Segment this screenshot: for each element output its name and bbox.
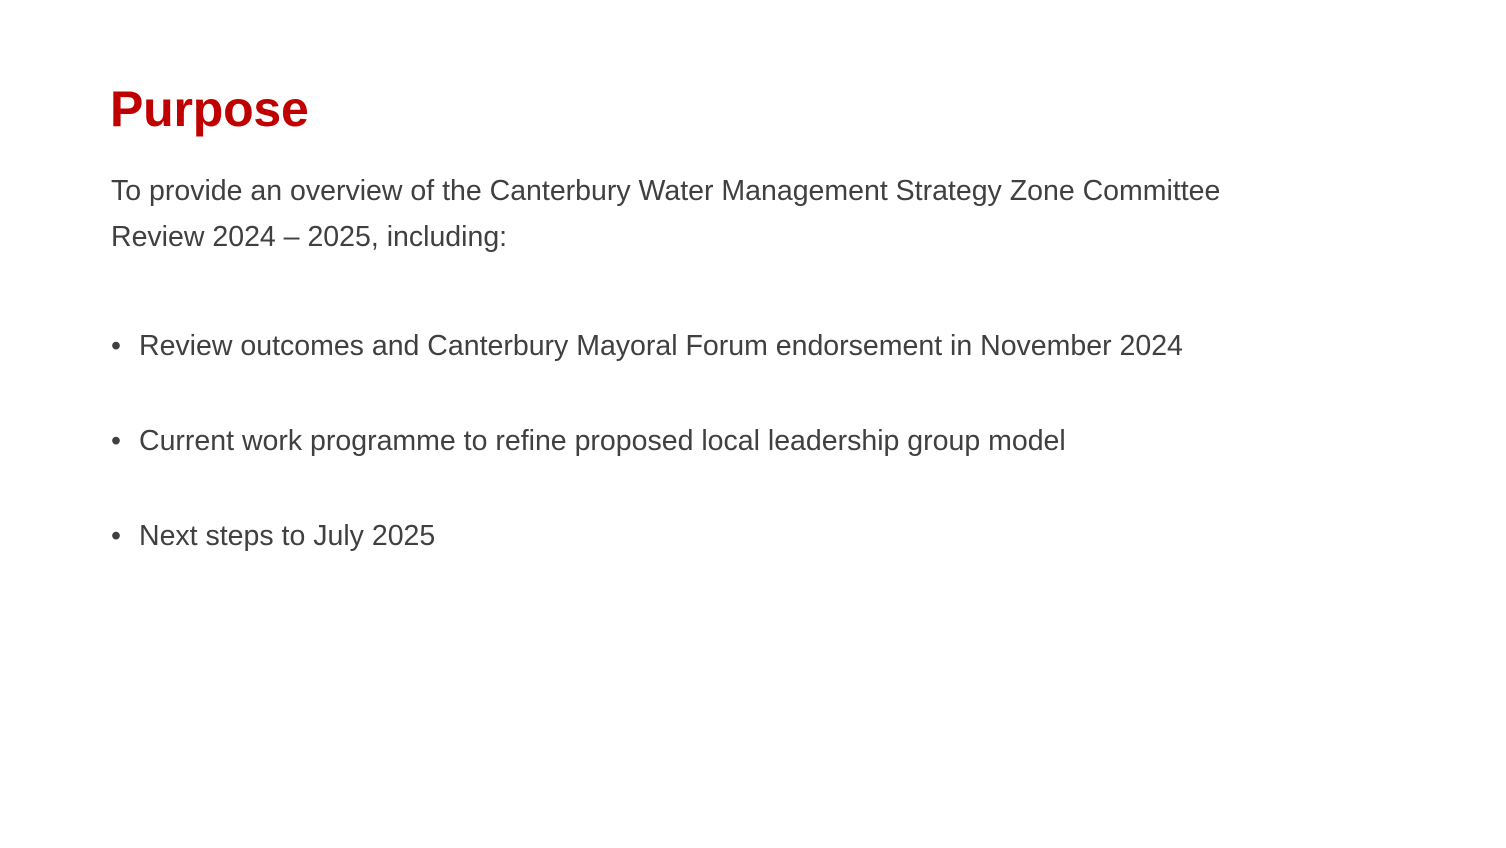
list-item-label: Next steps to July 2025 [139, 520, 436, 553]
list-item [111, 518, 1421, 555]
list-item-label: Review outcomes and Canterbury Mayoral Forum endorsement in November 2024 [139, 330, 1183, 363]
bullet-dot-icon: • [111, 425, 121, 458]
bullet-dot-icon: • [111, 330, 121, 363]
bullet-dot-icon: • [111, 520, 121, 553]
list-item [111, 328, 1421, 365]
bullet-list [111, 328, 1421, 555]
slide-body [111, 168, 1421, 555]
intro-paragraph: To provide an overview of the Canterbury Water Management Strategy Zone Committee Review 2024 – 2025, including: [111, 175, 1221, 254]
list-item-label: Current work programme to refine proposed local leadership group model [139, 425, 1066, 458]
page-title: Purpose [110, 80, 309, 137]
list-item [111, 423, 1421, 460]
